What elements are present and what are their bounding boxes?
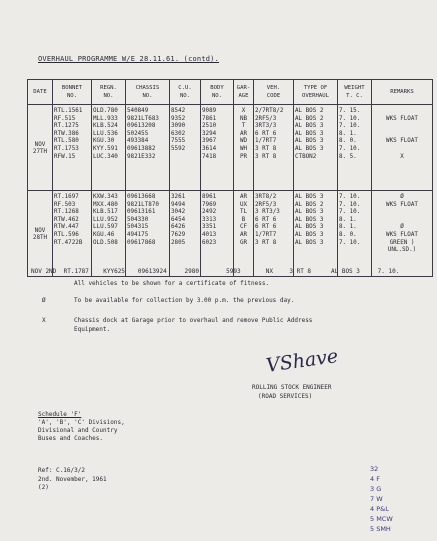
cell-bonnet: RTW.462 bbox=[54, 216, 79, 223]
col-remarks bbox=[372, 191, 433, 277]
cell-bonnet: RT.1753 bbox=[54, 145, 79, 152]
cell-bonnet: RT.4722B bbox=[54, 239, 83, 246]
note-chassis-dock: Chassis dock at Garage prior to overhaul and remove Public Address bbox=[74, 317, 313, 324]
cell-body: 3351 bbox=[202, 224, 217, 231]
cell-cu: 8542 bbox=[171, 108, 186, 114]
cell-garage: PR bbox=[239, 153, 248, 160]
col-body bbox=[201, 191, 234, 277]
signatory-block bbox=[252, 383, 331, 401]
cell-body: 2492 bbox=[202, 209, 217, 216]
cell-type: AL BOS 3 bbox=[295, 138, 324, 145]
cell-bonnet: RTL.1561 bbox=[54, 108, 83, 114]
overhaul-table bbox=[27, 79, 433, 277]
cell-bonnet: RFW.15 bbox=[54, 153, 76, 160]
note-certificate: All vehicles to be shown for a certificate of fitness. bbox=[74, 280, 270, 287]
cell-cu bbox=[171, 154, 199, 162]
col-cu bbox=[170, 191, 201, 277]
cell-body: 6023 bbox=[202, 239, 217, 246]
cell-body: 2510 bbox=[202, 123, 217, 130]
cell-cu: 6454 bbox=[171, 216, 186, 223]
cell-bonnet: RTL.596 bbox=[54, 231, 79, 238]
col-type bbox=[294, 105, 338, 191]
cell-body: 7861 bbox=[202, 115, 217, 122]
cell-weight: 8. 1. bbox=[339, 224, 357, 231]
cell-bonnet bbox=[54, 247, 90, 255]
cell-bonnet: RF.515 bbox=[54, 115, 76, 122]
cell-garage: AR bbox=[239, 231, 248, 238]
cell-type: AL BOS 3 bbox=[295, 130, 324, 137]
cell-weight: 8. 1. bbox=[339, 130, 357, 137]
signatory-title: ROLLING STOCK ENGINEER bbox=[252, 384, 332, 391]
header-veh-code: VEH. CODE bbox=[254, 80, 294, 105]
col-regn bbox=[92, 105, 126, 191]
cell-body bbox=[202, 247, 232, 255]
cell-body: 9089 bbox=[202, 108, 217, 114]
header-date: DATE bbox=[28, 80, 53, 105]
signatory-dept: (ROAD SERVICES) bbox=[258, 393, 313, 400]
cell-type: AL BOS 3 bbox=[295, 231, 324, 238]
cell-remarks bbox=[373, 123, 431, 131]
cell-body: 3294 bbox=[202, 130, 217, 137]
cell-remarks: WKS FLOAT bbox=[386, 115, 418, 122]
cell-weight: 7. 10. bbox=[339, 201, 361, 208]
cell-type: AL BOS 3 bbox=[295, 224, 324, 231]
cell-veh: 2RF5/3 bbox=[255, 201, 277, 208]
cell-veh: 3 RT 8 bbox=[255, 145, 277, 152]
cell-remarks: X bbox=[400, 153, 404, 160]
cell-body: 7969 bbox=[202, 201, 217, 208]
reference-block bbox=[38, 467, 107, 493]
cell-cu: 3042 bbox=[171, 209, 186, 216]
cell-garage: T bbox=[241, 123, 246, 130]
extra-cu: 2980 bbox=[184, 268, 199, 275]
cell-bonnet: RTW.447 bbox=[54, 224, 79, 231]
cell-regn: LUC.340 bbox=[93, 153, 118, 160]
cell-chassis: 504315 bbox=[127, 224, 149, 231]
cell-veh: 6 RT 6 bbox=[255, 216, 277, 223]
signature: VShave bbox=[264, 345, 340, 377]
extra-chassis: 09613924 bbox=[137, 268, 167, 275]
cell-regn: KXW.343 bbox=[93, 194, 118, 200]
header-remarks: REMARKS bbox=[372, 80, 433, 105]
cell-type bbox=[295, 247, 336, 255]
handwritten-note: 4 P&L bbox=[370, 505, 389, 513]
extra-body: 5993 bbox=[226, 268, 241, 275]
cell-cu: 9352 bbox=[171, 115, 186, 122]
cell-regn: KGU.30 bbox=[93, 138, 115, 145]
cell-chassis bbox=[127, 247, 168, 255]
cell-bonnet: RTL.580 bbox=[54, 138, 79, 145]
cell-type: AL BOS 3 bbox=[295, 145, 324, 152]
col-type bbox=[294, 191, 338, 277]
schedule-line-2: Divisional and Country bbox=[38, 427, 118, 434]
cell-veh: 6 RT 6 bbox=[255, 130, 277, 137]
cell-remarks bbox=[373, 108, 431, 116]
handwritten-note: 4 F bbox=[370, 475, 380, 483]
reference-date: 2nd. November, 1961 bbox=[38, 475, 107, 483]
schedule-block bbox=[38, 411, 125, 443]
col-bonnet bbox=[53, 191, 92, 277]
cell-cu: 7555 bbox=[171, 138, 186, 145]
header-type: TYPE OF OVERHAUL bbox=[294, 80, 338, 105]
cell-remarks: WKS FLOAT bbox=[386, 201, 418, 208]
cell-regn: LLU.952 bbox=[93, 216, 118, 223]
extra-veh: 3 RT 8 bbox=[289, 268, 312, 275]
cell-veh: 2RF5/3 bbox=[255, 115, 277, 122]
cell-type: AL BOS 2 bbox=[295, 201, 324, 208]
cell-garage: AR bbox=[239, 194, 248, 200]
cell-weight: 8. 0. bbox=[339, 138, 357, 145]
cell-type: AL BOS 3 bbox=[295, 209, 324, 216]
extra-type: AL BOS 3 bbox=[331, 268, 360, 275]
cell-cu: 9494 bbox=[171, 201, 186, 208]
header-cu: C.U. NO. bbox=[170, 80, 201, 105]
cell-garage: B bbox=[241, 216, 246, 223]
cell-weight bbox=[339, 247, 370, 255]
cell-weight: 8. 5. bbox=[339, 153, 357, 160]
cell-chassis: 09613161 bbox=[127, 209, 156, 216]
cell-type: AL BOS 3 bbox=[295, 194, 324, 200]
col-garage bbox=[234, 105, 254, 191]
cell-veh: 3RT3/3 bbox=[255, 123, 277, 130]
page-title: OVERHAUL PROGRAMME W/E 28.11.61. (contd). bbox=[38, 55, 219, 63]
cell-chassis: 502455 bbox=[127, 130, 149, 137]
handwritten-notes bbox=[370, 464, 393, 534]
cell-type: CTBON2 bbox=[295, 153, 317, 160]
group-date bbox=[28, 191, 53, 277]
extra-row bbox=[31, 268, 399, 275]
date-part: 27TH bbox=[32, 149, 48, 155]
col-veh bbox=[254, 191, 294, 277]
cell-bonnet: RT.1697 bbox=[54, 194, 79, 200]
cell-veh: 3RT8/2 bbox=[255, 194, 277, 200]
cell-weight: 8. 1. bbox=[339, 216, 357, 223]
cell-garage: TL bbox=[239, 209, 248, 216]
cell-remarks bbox=[373, 209, 431, 217]
note-chassis-dock-2: Equipment. bbox=[74, 326, 111, 333]
cell-regn: KLB.517 bbox=[93, 209, 118, 216]
cell-body: 3313 bbox=[202, 216, 217, 223]
cell-garage: UX bbox=[239, 201, 248, 208]
cell-chassis: 493384 bbox=[127, 138, 149, 145]
schedule-line-3: Buses and Coaches. bbox=[38, 435, 104, 442]
table-group-row bbox=[28, 191, 433, 277]
reference-code: Ref: C.16/3/2 bbox=[38, 467, 85, 474]
col-weight bbox=[338, 105, 372, 191]
cell-type: AL BOS 3 bbox=[295, 216, 324, 223]
cell-regn: MLL.933 bbox=[93, 115, 118, 122]
cell-chassis: 504330 bbox=[127, 216, 149, 223]
cell-weight: 7. 10. bbox=[339, 194, 361, 200]
cell-chassis: 09613668 bbox=[127, 194, 156, 200]
cell-garage: CF bbox=[239, 224, 248, 231]
cell-weight: 7. 10. bbox=[339, 209, 361, 216]
cell-bonnet: RT.1268 bbox=[54, 209, 79, 216]
col-veh bbox=[254, 105, 294, 191]
cell-cu: 5592 bbox=[171, 145, 186, 152]
cell-body: 7418 bbox=[202, 153, 217, 160]
cell-body: 3614 bbox=[202, 145, 217, 152]
cell-regn: KLB.524 bbox=[93, 123, 118, 130]
cell-chassis: 09613208 bbox=[127, 123, 156, 130]
note-collection: To be available for collection by 3.00 p.m. the previous day. bbox=[74, 297, 295, 304]
date-part: NOV bbox=[34, 142, 46, 148]
cell-remarks: WKS FLOAT bbox=[386, 231, 418, 238]
col-weight bbox=[338, 191, 372, 277]
col-regn bbox=[92, 191, 126, 277]
cell-cu: 3090 bbox=[171, 123, 186, 130]
handwritten-note: 5 SMH bbox=[370, 525, 391, 533]
cell-regn: OLD.508 bbox=[93, 239, 118, 246]
cell-garage: NB bbox=[239, 115, 248, 122]
cell-chassis: 09613882 bbox=[127, 145, 156, 152]
note-symbol-x: X bbox=[42, 317, 46, 324]
cell-veh: 1/7RT7 bbox=[255, 138, 277, 145]
cell-garage: GR bbox=[239, 239, 248, 246]
cell-garage bbox=[235, 247, 252, 255]
cell-garage: WH bbox=[239, 145, 248, 152]
cell-bonnet: RF.503 bbox=[54, 201, 76, 208]
handwritten-note: 3 G bbox=[370, 485, 382, 493]
cell-weight: 7. 10. bbox=[339, 145, 361, 152]
date-part: NOV bbox=[34, 228, 46, 234]
cell-cu bbox=[171, 247, 199, 255]
cell-regn: LLU.536 bbox=[93, 130, 118, 137]
cell-remarks: GREEN ) bbox=[389, 239, 415, 246]
extra-regn: KYY625 bbox=[103, 268, 125, 275]
cell-body: 4013 bbox=[202, 231, 217, 238]
cell-veh: 3 RT3/3 bbox=[255, 209, 280, 216]
col-bonnet bbox=[53, 105, 92, 191]
header-garage: GAR- AGE bbox=[234, 80, 254, 105]
cell-remarks: WKS FLOAT bbox=[386, 138, 418, 145]
header-chassis: CHASSIS NO. bbox=[126, 80, 170, 105]
cell-type: AL BOS 3 bbox=[295, 123, 324, 130]
schedule-heading: Schedule 'F' bbox=[38, 411, 82, 418]
cell-cu: 2805 bbox=[171, 239, 186, 246]
cell-chassis: 9821E332 bbox=[127, 153, 156, 160]
cell-regn: LLU.597 bbox=[93, 224, 118, 231]
cell-weight: 7. 10. bbox=[339, 115, 361, 122]
cell-veh bbox=[255, 247, 292, 255]
cell-regn: KYY.591 bbox=[93, 145, 118, 152]
col-chassis bbox=[126, 191, 170, 277]
cell-regn: OLD.780 bbox=[93, 108, 118, 114]
header-bonnet: BONNET NO. bbox=[53, 80, 92, 105]
handwritten-note: 7 W bbox=[370, 495, 383, 503]
header-weight: WEIGHT T. C. bbox=[338, 80, 372, 105]
cell-type: AL BOS 2 bbox=[295, 108, 324, 114]
header-body: BODY NO. bbox=[201, 80, 234, 105]
extra-bonnet: RT.1787 bbox=[63, 268, 89, 275]
col-body bbox=[201, 105, 234, 191]
col-chassis bbox=[126, 105, 170, 191]
extra-garage: NX bbox=[265, 268, 273, 275]
cell-garage: WD bbox=[239, 138, 248, 145]
cell-regn bbox=[93, 247, 124, 255]
cell-remarks: UNL.SD.) bbox=[387, 247, 417, 254]
cell-bonnet: RTW.386 bbox=[54, 130, 79, 137]
cell-remarks bbox=[373, 146, 431, 154]
cell-weight: 8. 0. bbox=[339, 231, 357, 238]
cell-cu: 6302 bbox=[171, 130, 186, 137]
handwritten-note: 5 MCW bbox=[370, 515, 393, 523]
schedule-line-1: 'A', 'B', 'C' Divisions, bbox=[38, 419, 125, 426]
cell-body: 3967 bbox=[202, 138, 217, 145]
cell-remarks: Ø bbox=[400, 224, 404, 231]
cell-weight: 7. 10. bbox=[339, 123, 361, 130]
cell-veh: 3 RT 8 bbox=[255, 153, 277, 160]
cell-remarks: Ø bbox=[400, 194, 404, 200]
cell-weight: 7. 15. bbox=[339, 108, 361, 114]
cell-veh: 3 RT 8 bbox=[255, 239, 277, 246]
group-date bbox=[28, 105, 53, 191]
reference-number: (2) bbox=[38, 484, 49, 491]
cell-body: 8961 bbox=[202, 194, 217, 200]
cell-veh: 6 RT 6 bbox=[255, 224, 277, 231]
cell-cu: 6426 bbox=[171, 224, 186, 231]
cell-cu: 7629 bbox=[171, 231, 186, 238]
header-regn: REGN. NO. bbox=[92, 80, 126, 105]
cell-regn: MXX.480 bbox=[93, 201, 118, 208]
cell-chassis: 540849 bbox=[127, 108, 149, 114]
extra-weight: 7. 10. bbox=[377, 268, 400, 275]
cell-chassis: 09617868 bbox=[127, 239, 156, 246]
cell-type: AL BOS 2 bbox=[295, 115, 324, 122]
col-garage bbox=[234, 191, 254, 277]
col-cu bbox=[170, 105, 201, 191]
cell-veh: 1/7RT7 bbox=[255, 231, 277, 238]
cell-veh: 2/7RT8/2 bbox=[255, 108, 284, 114]
cell-chassis: 494175 bbox=[127, 231, 149, 238]
cell-chassis: 9821LT870 bbox=[127, 201, 159, 208]
cell-garage: AR bbox=[239, 130, 248, 137]
table-group-row bbox=[28, 105, 433, 191]
cell-type: AL BOS 3 bbox=[295, 239, 324, 246]
cell-garage: X bbox=[241, 108, 246, 114]
cell-regn: KGU.46 bbox=[93, 231, 115, 238]
cell-bonnet: RT.1275 bbox=[54, 123, 79, 130]
handwritten-note: 32 bbox=[370, 465, 379, 473]
cell-remarks bbox=[373, 131, 431, 139]
date-part: 28TH bbox=[32, 235, 48, 241]
col-remarks bbox=[372, 105, 433, 191]
note-symbol-o: Ø bbox=[42, 297, 46, 304]
extra-date: NOV 2ND bbox=[31, 268, 57, 275]
table-header-row bbox=[28, 80, 433, 105]
cell-weight: 7. 10. bbox=[339, 239, 361, 246]
cell-chassis: 9821LT683 bbox=[127, 115, 159, 122]
cell-cu: 3261 bbox=[171, 194, 186, 200]
